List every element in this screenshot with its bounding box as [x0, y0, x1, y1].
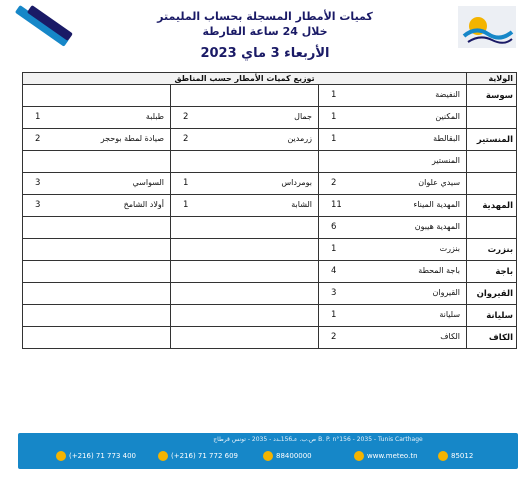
rain-cell: [23, 239, 171, 261]
rain-cell: [319, 283, 467, 305]
region-name: [467, 107, 517, 129]
area-name: النفيضة: [435, 90, 461, 99]
rain-cell: [319, 327, 467, 349]
region-name: بنزرت: [467, 239, 517, 261]
area-name: زرمدين: [287, 134, 312, 143]
rain-value: 2: [183, 112, 189, 122]
decorative-stripes: [20, 5, 90, 45]
rain-value: 3: [35, 200, 41, 210]
rain-cell: [23, 107, 171, 129]
rain-cell: [23, 305, 171, 327]
table-row: [23, 129, 517, 151]
globe-icon: [354, 451, 364, 461]
region-name: سليانة: [467, 305, 517, 327]
area-name: المهدية هيبون: [414, 222, 461, 231]
rain-value: 1: [331, 112, 337, 122]
table-row: [23, 305, 517, 327]
rain-cell: [319, 129, 467, 151]
rain-cell: [319, 305, 467, 327]
rain-cell: [23, 85, 171, 107]
rain-cell: [171, 261, 319, 283]
table-row: [23, 195, 517, 217]
rainfall-table: [22, 72, 517, 349]
rain-value: 1: [35, 112, 41, 122]
region-name: [467, 173, 517, 195]
rain-cell: [23, 195, 171, 217]
rain-cell: [171, 173, 319, 195]
rain-value: 1: [331, 134, 337, 144]
area-name: المهدية الميناء: [413, 200, 461, 209]
rain-cell: [319, 239, 467, 261]
table-row: [23, 283, 517, 305]
region-name: المنستير: [467, 129, 517, 151]
footer-bar: [18, 433, 518, 469]
report-date: الأربعاء 3 ماي 2023: [200, 46, 330, 61]
area-name: البقالطة: [433, 134, 461, 143]
rain-value: 3: [35, 178, 41, 188]
rain-value: 2: [331, 178, 337, 188]
area-name: جمال: [294, 112, 312, 121]
area-name: السواسي: [132, 178, 164, 187]
rain-value: 1: [183, 200, 189, 210]
rain-cell: [319, 217, 467, 239]
rain-cell: [171, 239, 319, 261]
rain-cell: [171, 107, 319, 129]
rain-cell: [23, 327, 171, 349]
rain-cell: [319, 85, 467, 107]
rain-cell: [171, 195, 319, 217]
area-name: باجة المحطة: [418, 266, 461, 275]
area-name: طبلبة: [145, 112, 164, 121]
rain-value: 2: [331, 332, 337, 342]
table-row: [23, 107, 517, 129]
footer-phone-3: 88400000: [263, 451, 312, 461]
rain-cell: [23, 151, 171, 173]
footer-address: B. P. n°156 - 2035 - Tunis Carthage ص.ب. عـ156ـدد - 2035 - تونس قرطاج: [213, 436, 423, 443]
rain-value: 3: [331, 288, 337, 298]
title-line-1: كميات الأمطار المسجلة بحساب المليمتر: [157, 10, 373, 23]
region-name: المهدية: [467, 195, 517, 217]
phone-icon: [438, 451, 448, 461]
area-name: المنستير: [431, 156, 461, 165]
footer-phone-2: (+216) 71 772 609: [158, 451, 238, 461]
rain-value: 1: [331, 90, 337, 100]
area-name: بنزرت: [439, 244, 461, 253]
footer-phone-1: (+216) 71 773 400: [56, 451, 136, 461]
rain-cell: [319, 261, 467, 283]
rain-cell: [23, 283, 171, 305]
rain-cell: [171, 129, 319, 151]
area-name: سليانة: [439, 310, 461, 319]
rain-cell: [23, 261, 171, 283]
col-distribution-header: توزيع كميات الأمطار حسب المناطق: [23, 73, 467, 85]
rain-value: 2: [35, 134, 41, 144]
phone-icon: [263, 451, 273, 461]
table-row: [23, 217, 517, 239]
rain-value: 1: [331, 310, 337, 320]
area-name: صيادة لمطة بوحجر: [100, 134, 164, 143]
area-name: المكنين: [435, 112, 461, 121]
footer-phone-4: 85012: [438, 451, 473, 461]
region-name: الكاف: [467, 327, 517, 349]
table-row: [23, 173, 517, 195]
rain-value: 4: [331, 266, 337, 276]
table-header-row: [23, 73, 517, 85]
area-name: الكاف: [440, 332, 461, 341]
area-name: بومرداس: [281, 178, 312, 187]
col-region-header: الولاية: [467, 73, 517, 85]
inm-logo: [458, 6, 516, 48]
area-name: أولاد الشامخ: [123, 200, 164, 209]
phone-icon: [158, 451, 168, 461]
table-row: [23, 261, 517, 283]
rain-cell: [23, 173, 171, 195]
table-row: [23, 85, 517, 107]
rain-cell: [171, 151, 319, 173]
region-name: باجة: [467, 261, 517, 283]
rain-cell: [319, 151, 467, 173]
area-name: الشابة: [291, 200, 312, 209]
region-name: [467, 217, 517, 239]
rain-value: 6: [331, 222, 337, 232]
region-name: القيروان: [467, 283, 517, 305]
rain-cell: [319, 107, 467, 129]
rain-cell: [171, 283, 319, 305]
rain-cell: [319, 173, 467, 195]
title-line-2: خلال 24 ساعة الفارطة: [202, 25, 328, 38]
rain-cell: [319, 195, 467, 217]
rain-cell: [171, 327, 319, 349]
rain-cell: [171, 217, 319, 239]
region-name: سوسة: [467, 85, 517, 107]
rain-value: 1: [183, 178, 189, 188]
footer-website[interactable]: www.meteo.tn: [354, 451, 418, 461]
rain-cell: [171, 305, 319, 327]
rain-cell: [23, 129, 171, 151]
rain-value: 2: [183, 134, 189, 144]
rain-value: 1: [331, 244, 337, 254]
rain-cell: [23, 217, 171, 239]
area-name: سيدي علوان: [418, 178, 461, 187]
rain-value: 11: [331, 200, 342, 210]
table-row: [23, 239, 517, 261]
table-row: [23, 151, 517, 173]
rain-cell: [171, 85, 319, 107]
region-name: [467, 151, 517, 173]
area-name: القيروان: [432, 288, 461, 297]
phone-icon: [56, 451, 66, 461]
table-row: [23, 327, 517, 349]
